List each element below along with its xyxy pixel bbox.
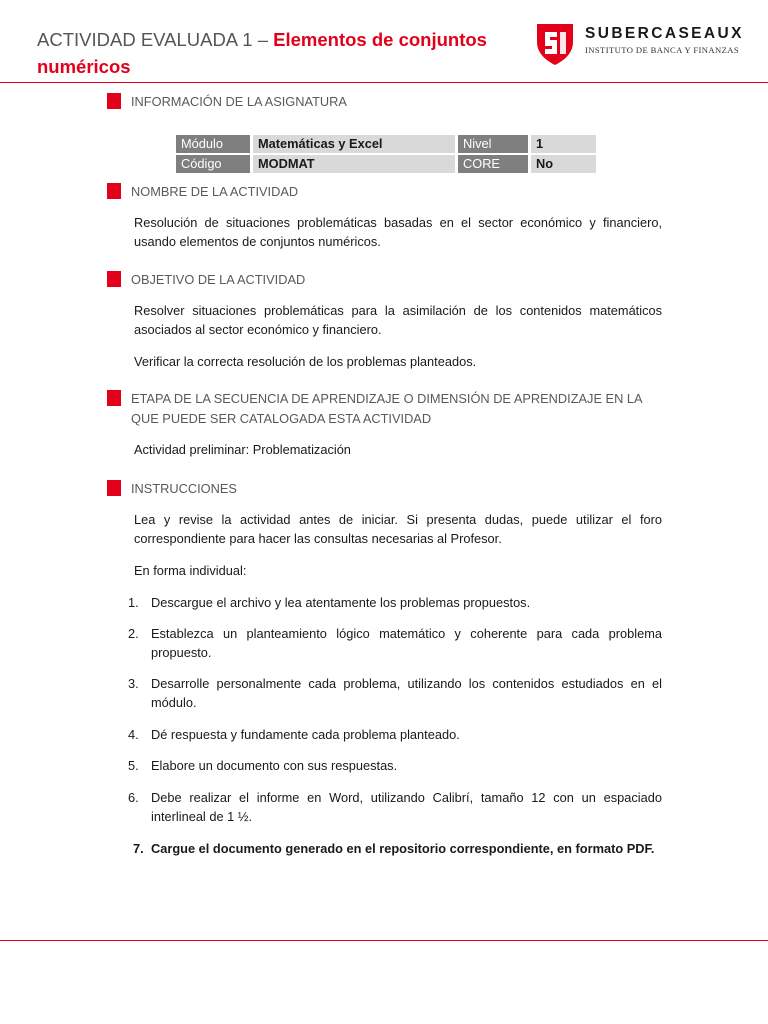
- section-activity-name-heading: [107, 182, 661, 202]
- list-item-text: Cargue el documento generado en el repositorio correspondiente, en formato PDF.: [151, 841, 655, 856]
- table-label: Módulo: [176, 135, 250, 153]
- stage-text: Actividad preliminar: Problematización: [134, 442, 351, 457]
- table-value: MODMAT: [253, 155, 455, 173]
- list-item-text: Debe realizar el informe en Word, utilizando Calibrí, tamaño 12 con un espaciado interlineal de 1 ½.: [151, 790, 662, 824]
- section-info-heading: [107, 92, 661, 112]
- document-title-accent: Elementos de conjuntos numéricos: [37, 29, 487, 77]
- table-label: CORE: [458, 155, 528, 173]
- list-item-number: 4.: [128, 727, 139, 742]
- instructions-intro: Lea y revise la actividad antes de iniciar. Si presenta dudas, puede utilizar el foro correspondiente para hacer las consultas necesarias al Profesor.: [134, 512, 662, 546]
- objective-paragraph: Verificar la correcta resolución de los problemas planteados.: [134, 354, 477, 369]
- list-item-text: Dé respuesta y fundamente cada problema planteado.: [151, 727, 460, 742]
- list-item-text: Elabore un documento con sus respuestas.: [151, 758, 398, 773]
- header-divider: [0, 82, 768, 83]
- section-title: NOMBRE DE LA ACTIVIDAD: [131, 184, 299, 199]
- section-bullet: [107, 480, 121, 496]
- list-item-number: 5.: [128, 758, 139, 773]
- section-stage-heading: [107, 389, 661, 429]
- table-label: Código: [176, 155, 250, 173]
- list-item: [128, 725, 662, 744]
- table-value: 1: [531, 135, 596, 153]
- list-item: [128, 593, 662, 612]
- logo-name: SUBERCASEAUX: [585, 25, 744, 42]
- subject-info-table: [173, 133, 599, 175]
- list-item-text: Establezca un planteamiento lógico matemático y coherente para cada problema propuesto.: [151, 626, 662, 660]
- section-title: INFORMACIÓN DE LA ASIGNATURA: [131, 94, 347, 109]
- institute-logo: [533, 20, 743, 68]
- document-title: [37, 26, 507, 80]
- logo-subtitle: INSTITUTO DE BANCA Y FINANZAS: [585, 45, 740, 55]
- table-value: No: [531, 155, 596, 173]
- list-item: [128, 624, 662, 662]
- list-item: [128, 674, 662, 712]
- table-value: Matemáticas y Excel: [253, 135, 455, 153]
- list-item-number: 7.: [133, 841, 144, 856]
- section-bullet: [107, 271, 121, 287]
- section-title: OBJETIVO DE LA ACTIVIDAD: [131, 272, 306, 287]
- activity-name-text: Resolución de situaciones problemáticas basadas en el sector económico y financiero, usando elementos de conjuntos numéricos.: [134, 215, 662, 249]
- document-title-prefix: ACTIVIDAD EVALUADA 1 –: [37, 29, 274, 50]
- list-item-text: Desarrolle personalmente cada problema, utilizando los contenidos estudiados en el módulo.: [151, 676, 662, 710]
- list-item: [128, 788, 662, 826]
- list-item-number: 6.: [128, 790, 139, 805]
- footer-divider: [0, 940, 768, 941]
- list-item-text: Descargue el archivo y lea atentamente los problemas propuestos.: [151, 595, 531, 610]
- list-item-number: 2.: [128, 626, 139, 641]
- section-title: ETAPA DE LA SECUENCIA DE APRENDIZAJE O DIMENSIÓN DE APRENDIZAJE EN LA QUE PUEDE SER CATALOGADA ESTA ACTIVIDAD: [131, 391, 642, 426]
- list-item-number: 3.: [128, 676, 139, 691]
- table-row: [176, 135, 596, 153]
- section-instructions-heading: [107, 479, 661, 499]
- list-item: [128, 756, 662, 775]
- shield-logo-icon: [533, 20, 577, 66]
- list-item: [128, 839, 662, 858]
- instructions-mode: En forma individual:: [134, 563, 247, 578]
- section-bullet: [107, 390, 121, 406]
- table-label: Nivel: [458, 135, 528, 153]
- section-title: INSTRUCCIONES: [131, 481, 237, 496]
- section-objective-heading: [107, 270, 661, 290]
- section-bullet: [107, 183, 121, 199]
- objective-paragraph: Resolver situaciones problemáticas para la asimilación de los contenidos matemáticos asociados al sector económico y financiero.: [134, 303, 662, 337]
- list-item-number: 1.: [128, 595, 139, 610]
- section-bullet: [107, 93, 121, 109]
- table-row: [176, 155, 596, 173]
